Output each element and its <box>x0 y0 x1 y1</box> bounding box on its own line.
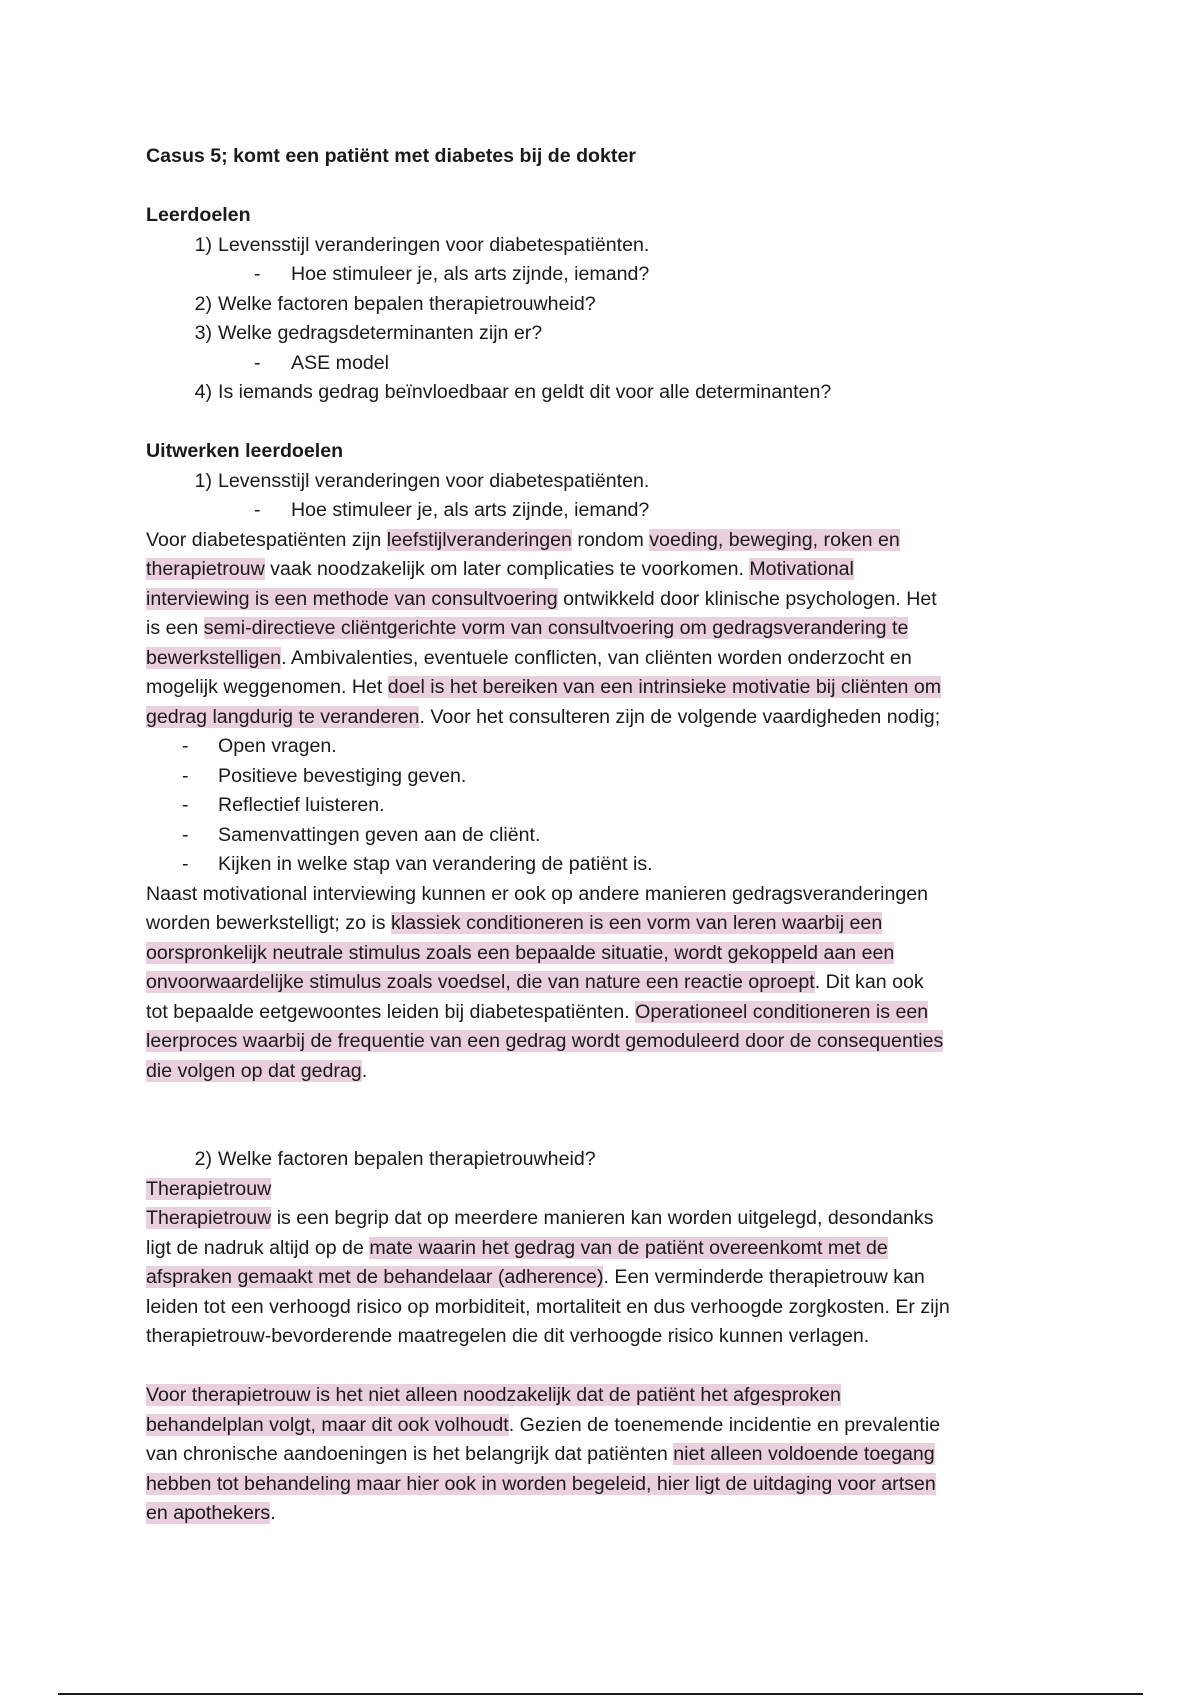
paragraph-line <box>146 1381 1076 1411</box>
heading-uitwerken-leerdoelen: Uitwerken leerdoelen <box>146 440 344 462</box>
subheading-therapietrouw: Therapietrouw <box>146 1177 272 1200</box>
highlighted-text: doel is het bereiken van een intrinsieke motivatie bij cliënten om <box>387 676 942 698</box>
paragraph-line <box>146 585 1076 615</box>
highlighted-text: hebben tot behandeling maar hier ook in worden begeleid, hier ligt de uitdaging voor artsen <box>146 1472 936 1495</box>
bullet-text: Reflectief luisteren. <box>218 794 385 816</box>
list-item <box>146 467 1076 497</box>
text-run: tot bepaalde eetgewoontes leiden bij diabetespatiënten. <box>146 1000 636 1023</box>
paragraph-line <box>146 1470 1076 1500</box>
text-run: worden bewerkstelligt; zo is <box>146 912 392 934</box>
paragraph-line <box>146 1440 1076 1470</box>
text-run: Voor diabetespatiënten zijn <box>146 528 387 551</box>
spacer <box>146 172 1076 202</box>
highlighted-text: bewerkstelligen <box>146 646 282 669</box>
highlighted-text: Therapietrouw <box>146 1207 272 1229</box>
paragraph-line <box>146 1234 1076 1264</box>
text-run: vaak noodzakelijk om later complicaties te voorkomen. <box>264 558 750 580</box>
text-run: . <box>270 1502 276 1524</box>
highlighted-text: oorspronkelijk neutrale stimulus zoals een bepaalde situatie, wordt gekoppeld aan een <box>146 941 895 964</box>
footer-divider <box>58 1693 1143 1695</box>
paragraph-line <box>146 614 1076 644</box>
list-text: Welke factoren bepalen therapietrouwheid? <box>218 292 596 315</box>
bullet-text: Positieve bevestiging geven. <box>218 764 467 787</box>
highlighted-text: Operationeel conditioneren is een <box>635 1000 929 1023</box>
highlighted-text: onvoorwaardelijke stimulus zoals voedsel, die van nature een reactie oproept <box>146 971 815 993</box>
bullet-text: Kijken in welke stap van verandering de patiënt is. <box>218 853 653 875</box>
highlighted-text: behandelplan volgt, maar dit ook volhoudt <box>146 1413 509 1436</box>
paragraph-line <box>146 939 1076 969</box>
list-number: 3) <box>194 322 212 344</box>
bullet-text: Open vragen. <box>218 735 337 757</box>
paragraph-line <box>146 703 1076 733</box>
sub-list-text: Hoe stimuleer je, als arts zijnde, iemand? <box>291 263 650 285</box>
paragraph-line <box>146 1499 1076 1529</box>
paragraph-line <box>146 880 1076 910</box>
paragraph-line <box>146 1204 1076 1234</box>
highlighted-text: semi-directieve cliëntgerichte vorm van consultvoering om gedragsverandering te <box>203 617 909 639</box>
heading-leerdoelen: Leerdoelen <box>146 204 251 226</box>
sub-list-item <box>146 496 1076 526</box>
paragraph-line <box>146 998 1076 1028</box>
bullet-dash: - <box>254 351 261 374</box>
list-number: 1) <box>194 233 212 256</box>
bullet-dash: - <box>182 853 189 875</box>
text-run: . Voor het consulteren zijn de volgende vaardigheden nodig; <box>419 705 941 728</box>
text-run: Naast motivational interviewing kunnen er ook op andere manieren gedragsveranderingen <box>146 882 929 905</box>
list-text: Levensstijl veranderingen voor diabetespatiënten. <box>218 233 650 256</box>
paragraph-line <box>146 1293 1076 1323</box>
list-text: Welke gedragsdeterminanten zijn er? <box>218 322 543 344</box>
bullet-dash: - <box>254 263 261 285</box>
text-run: is een <box>146 617 204 639</box>
paragraph-line <box>146 1411 1076 1441</box>
text-run: ligt de nadruk altijd op de <box>146 1236 370 1259</box>
sub-list-text: Hoe stimuleer je, als arts zijnde, iemand? <box>291 499 650 521</box>
bullet-dash: - <box>182 764 189 787</box>
text-run: is een begrip dat op meerdere manieren kan worden uitgelegd, desondanks <box>271 1207 934 1229</box>
bullet-dash: - <box>254 499 261 521</box>
highlighted-text: Motivational <box>749 558 854 580</box>
bullet-item <box>146 732 1076 762</box>
list-item <box>146 290 1076 320</box>
highlighted-text: Voor therapietrouw is het niet alleen noodzakelijk dat de patiënt het afgesproken <box>146 1384 841 1406</box>
sub-list-text: ASE model <box>291 351 390 374</box>
bullet-dash: - <box>182 735 189 757</box>
paragraph-line <box>146 909 1076 939</box>
document-title: Casus 5; komt een patiënt met diabetes bij de dokter <box>146 145 636 167</box>
text-run: . <box>361 1059 368 1082</box>
paragraph-line <box>146 644 1076 674</box>
paragraph-line <box>146 1057 1076 1087</box>
highlighted-text: en apothekers <box>146 1502 271 1524</box>
list-number: 2) <box>194 1148 212 1170</box>
highlighted-text: afspraken gemaakt met de behandelaar (adherence) <box>146 1266 604 1288</box>
bullet-item <box>146 850 1076 880</box>
text-run: . Een verminderde therapietrouw kan <box>603 1266 925 1288</box>
highlighted-text: therapietrouw <box>146 558 265 580</box>
list-item <box>146 319 1076 349</box>
bullet-item <box>146 791 1076 821</box>
text-run: . Gezien de toenemende incidentie en prevalentie <box>508 1413 941 1436</box>
highlighted-text: mate waarin het gedrag van de patiënt overeenkomt met de <box>369 1236 888 1259</box>
text-run: . Dit kan ook <box>814 971 924 993</box>
highlighted-text: niet alleen voldoende toegang <box>673 1443 935 1465</box>
list-item <box>146 378 1076 408</box>
highlighted-text: leefstijlveranderingen <box>386 528 572 551</box>
paragraph-line <box>146 555 1076 585</box>
text-run: leiden tot een verhoogd risico op morbiditeit, mortaliteit en dus verhoogde zorgkosten. Er zijn <box>146 1295 950 1318</box>
bullet-dash: - <box>182 823 189 846</box>
paragraph-line <box>146 526 1076 556</box>
text-run: van chronische aandoeningen is het belangrijk dat patiënten <box>146 1443 674 1465</box>
list-text: Levensstijl veranderingen voor diabetespatiënten. <box>218 469 650 492</box>
spacer <box>146 1352 1076 1382</box>
list-text: Is iemands gedrag beïnvloedbaar en geldt dit voor alle determinanten? <box>218 381 832 403</box>
paragraph-line <box>146 1175 1076 1205</box>
bullet-item <box>146 762 1076 792</box>
list-number: 1) <box>194 469 212 492</box>
sub-list-item <box>146 349 1076 379</box>
list-item <box>146 231 1076 261</box>
bullet-item <box>146 821 1076 851</box>
text-run: ontwikkeld door klinische psychologen. Het <box>557 587 937 610</box>
text-run: therapietrouw-bevorderende maatregelen die dit verhoogde risico kunnen verlagen. <box>146 1325 870 1347</box>
highlighted-text: die volgen op dat gedrag <box>146 1059 362 1082</box>
bullet-dash: - <box>182 794 189 816</box>
highlighted-text: voeding, beweging, roken en <box>649 528 900 551</box>
paragraph-line <box>146 1263 1076 1293</box>
paragraph-line <box>146 1322 1076 1352</box>
paragraph-line <box>146 1027 1076 1057</box>
list-text: Welke factoren bepalen therapietrouwheid? <box>218 1148 596 1170</box>
paragraph-line <box>146 673 1076 703</box>
list-item <box>146 1145 1076 1175</box>
highlighted-text: klassiek conditioneren is een vorm van leren waarbij een <box>391 912 883 934</box>
list-number: 2) <box>194 292 212 315</box>
spacer <box>146 1086 1076 1145</box>
text-run: mogelijk weggenomen. Het <box>146 676 388 698</box>
bullet-text: Samenvattingen geven aan de cliënt. <box>218 823 541 846</box>
highlighted-text: gedrag langdurig te veranderen <box>146 705 420 728</box>
text-run: rondom <box>571 528 650 551</box>
document-page <box>146 142 1076 1529</box>
highlighted-text: interviewing is een methode van consultvoering <box>146 587 558 610</box>
spacer <box>146 408 1076 438</box>
list-number: 4) <box>194 381 212 403</box>
text-run: . Ambivalenties, eventuele conflicten, van cliënten worden onderzocht en <box>281 646 912 669</box>
sub-list-item <box>146 260 1076 290</box>
highlighted-text: leerproces waarbij de frequentie van een gedrag wordt gemoduleerd door de consequenties <box>146 1030 944 1052</box>
paragraph-line <box>146 968 1076 998</box>
